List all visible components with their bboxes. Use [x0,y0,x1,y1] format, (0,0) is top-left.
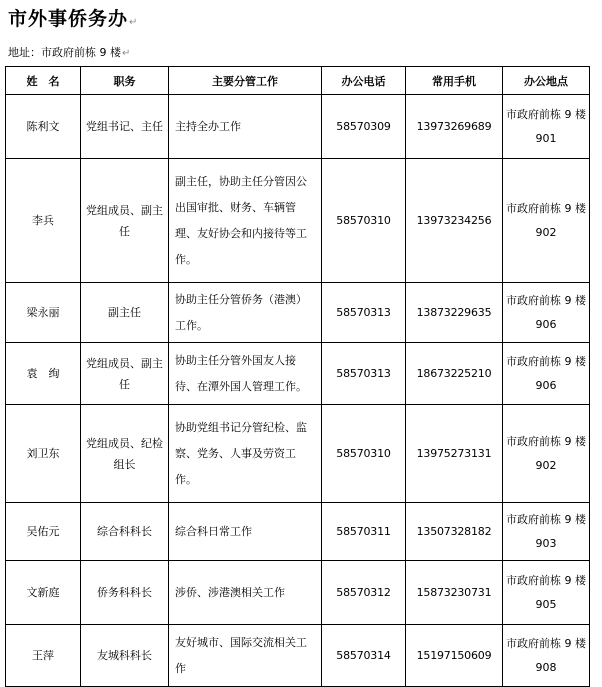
header-duty: 主要分管工作 [169,67,322,95]
cell-duty: 涉侨、涉港澳相关工作 [169,561,322,625]
table-header-row [6,67,590,95]
cell-position: 友城科科长 [81,625,169,687]
cell-name: 刘卫东 [6,405,81,503]
table-row [6,343,590,405]
header-position: 职务 [81,67,169,95]
cell-position: 党组成员、副主任 [81,159,169,283]
cell-position: 党组成员、纪检组长 [81,405,169,503]
cell-duty: 协助主任分管外国友人接待、在潭外国人管理工作。 [169,343,322,405]
table-row [6,95,590,159]
cell-mobile: 18673225210 [406,343,503,405]
cell-mobile: 13973269689 [406,95,503,159]
cell-location: 市政府前栋 9 楼 906 [503,343,590,405]
cell-office-phone: 58570313 [322,283,406,343]
cell-duty: 综合科日常工作 [169,503,322,561]
cell-location: 市政府前栋 9 楼 903 [503,503,590,561]
cell-mobile: 13507328182 [406,503,503,561]
cell-name: 吴佑元 [6,503,81,561]
cell-office-phone: 58570311 [322,503,406,561]
cell-office-phone: 58570313 [322,343,406,405]
cell-position: 副主任 [81,283,169,343]
cell-name: 王萍 [6,625,81,687]
cell-location: 市政府前栋 9 楼 906 [503,283,590,343]
cell-name: 袁 绚 [6,343,81,405]
cell-mobile: 15873230731 [406,561,503,625]
cell-duty: 主持全办工作 [169,95,322,159]
cell-mobile: 15197150609 [406,625,503,687]
cell-name: 文新庭 [6,561,81,625]
cell-office-phone: 58570312 [322,561,406,625]
page-title: 市外事侨务办↵ [8,8,139,30]
header-mobile: 常用手机 [406,67,503,95]
cell-position: 党组书记、主任 [81,95,169,159]
table-row [6,283,590,343]
cell-name: 梁永丽 [6,283,81,343]
cell-office-phone: 58570314 [322,625,406,687]
cell-position: 党组成员、副主任 [81,343,169,405]
cell-duty: 副主任，协助主任分管因公出国审批、财务、车辆管理、友好协会和内接待等工作。 [169,159,322,283]
cell-duty: 协助党组书记分管纪检、监察、党务、人事及劳资工作。 [169,405,322,503]
cell-office-phone: 58570309 [322,95,406,159]
table-row [6,159,590,283]
cell-position: 综合科科长 [81,503,169,561]
cell-position: 侨务科科长 [81,561,169,625]
table-row [6,561,590,625]
cell-duty: 协助主任分管侨务（港澳）工作。 [169,283,322,343]
cell-office-phone: 58570310 [322,405,406,503]
header-name: 姓 名 [6,67,81,95]
cell-office-phone: 58570310 [322,159,406,283]
cell-name: 李兵 [6,159,81,283]
contact-table [5,66,590,687]
cell-location: 市政府前栋 9 楼 901 [503,95,590,159]
cell-mobile: 13873229635 [406,283,503,343]
table-row [6,625,590,687]
cell-name: 陈利文 [6,95,81,159]
address-line: 地址：市政府前栋 9 楼↵ [8,46,131,59]
cell-mobile: 13973234256 [406,159,503,283]
cell-location: 市政府前栋 9 楼 902 [503,159,590,283]
cell-location: 市政府前栋 9 楼 905 [503,561,590,625]
table-row [6,405,590,503]
table-row [6,503,590,561]
header-location: 办公地点 [503,67,590,95]
cell-location: 市政府前栋 9 楼 902 [503,405,590,503]
cell-mobile: 13975273131 [406,405,503,503]
header-office-phone: 办公电话 [322,67,406,95]
cell-duty: 友好城市、国际交流相关工作 [169,625,322,687]
cell-location: 市政府前栋 9 楼 908 [503,625,590,687]
